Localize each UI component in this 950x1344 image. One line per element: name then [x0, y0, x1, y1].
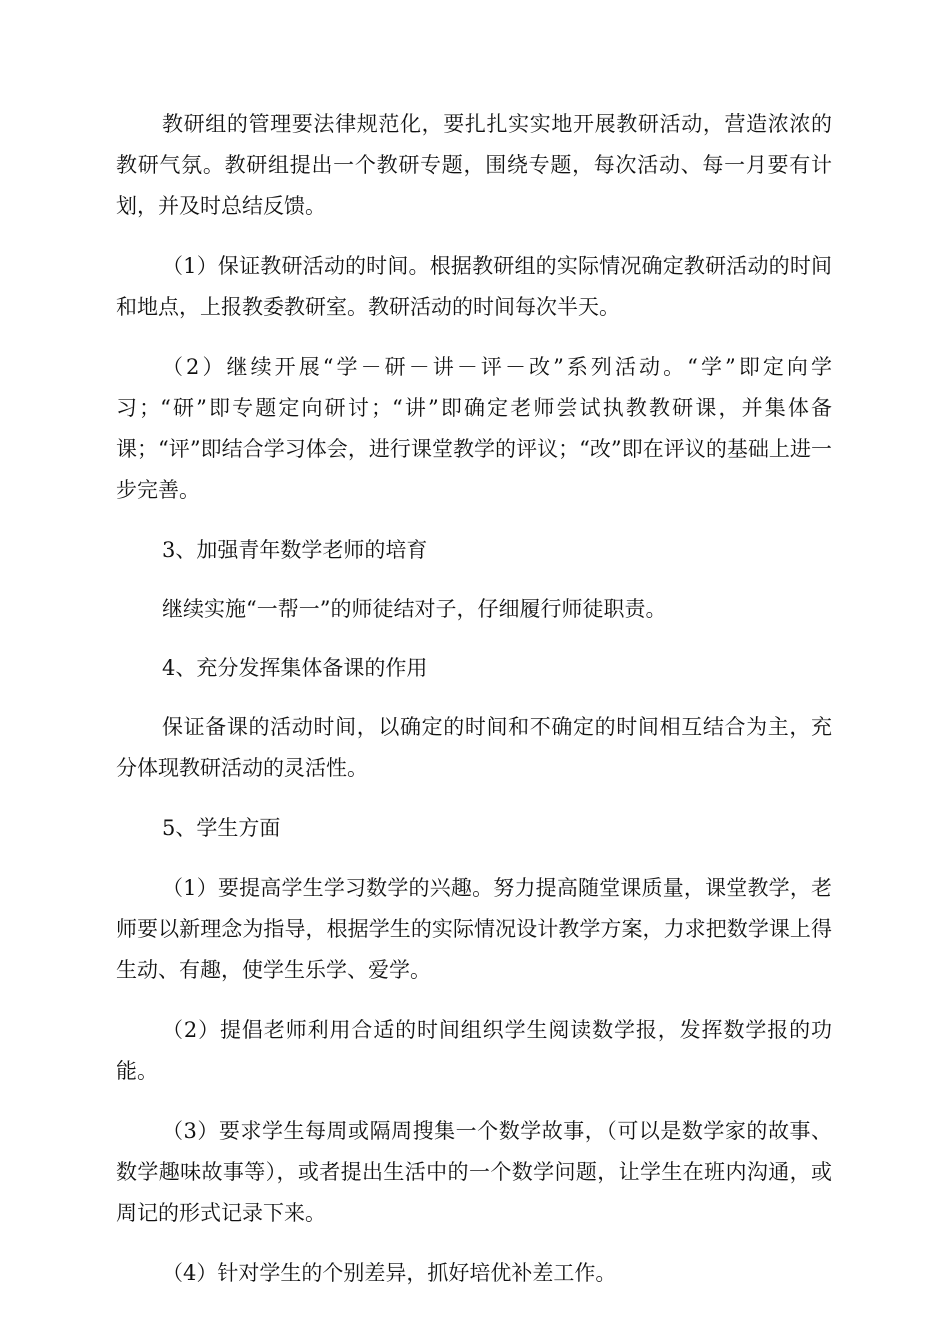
paragraph-item-2-activities: （2）继续开展“学－研－讲－评－改”系列活动。“学”即定向学习；“研”即专题定向研讨；“讲”即确定老师尝试执教教研课，并集体备课；“评”即结合学习体会，进行课堂教学的评议；“改”即在评议的基础上进一步完善。	[116, 355, 832, 502]
paragraph-student-interest: （1）要提高学生学习数学的兴趣。努力提高随堂课质量，课堂教学，老师要以新理念为指导，根据学生的实际情况设计教学方案，力求把数学课上得生动、有趣，使学生乐学、爱学。	[116, 876, 832, 982]
paragraph-item-1-time: （1）保证教研活动的时间。根据教研组的实际情况确定教研活动的时间和地点，上报教委教研室。教研活动的时间每次半天。	[116, 254, 832, 319]
paragraph-lesson-prep: 保证备课的活动时间，以确定的时间和不确定的时间相互结合为主，充分体现教研活动的灵活性。	[116, 715, 832, 780]
heading-section-5: 5、学生方面	[162, 816, 281, 840]
paragraph-individual-differences: （4）针对学生的个别差异，抓好培优补差工作。	[162, 1261, 617, 1285]
paragraph-math-stories: （3）要求学生每周或隔周搜集一个数学故事，（可以是数学家的故事、数学趣味故事等），或者提出生活中的一个数学问题，让学生在班内沟通，或周记的形式记录下来。	[116, 1119, 832, 1225]
heading-section-4: 4、充分发挥集体备课的作用	[162, 656, 428, 680]
paragraph-teaching-group-management: 教研组的管理要法律规范化，要扎扎实实地开展教研活动，营造浓浓的教研气氛。教研组提出一个教研专题，围绕专题，每次活动、每一月要有计划，并及时总结反馈。	[116, 112, 832, 218]
heading-section-3: 3、加强青年数学老师的培育	[162, 538, 428, 562]
document-body	[116, 104, 832, 1313]
paragraph-math-newspaper: （2）提倡老师利用合适的时间组织学生阅读数学报，发挥数学报的功能。	[116, 1018, 832, 1083]
paragraph-mentoring: 继续实施“一帮一”的师徒结对子，仔细履行师徒职责。	[162, 597, 667, 621]
